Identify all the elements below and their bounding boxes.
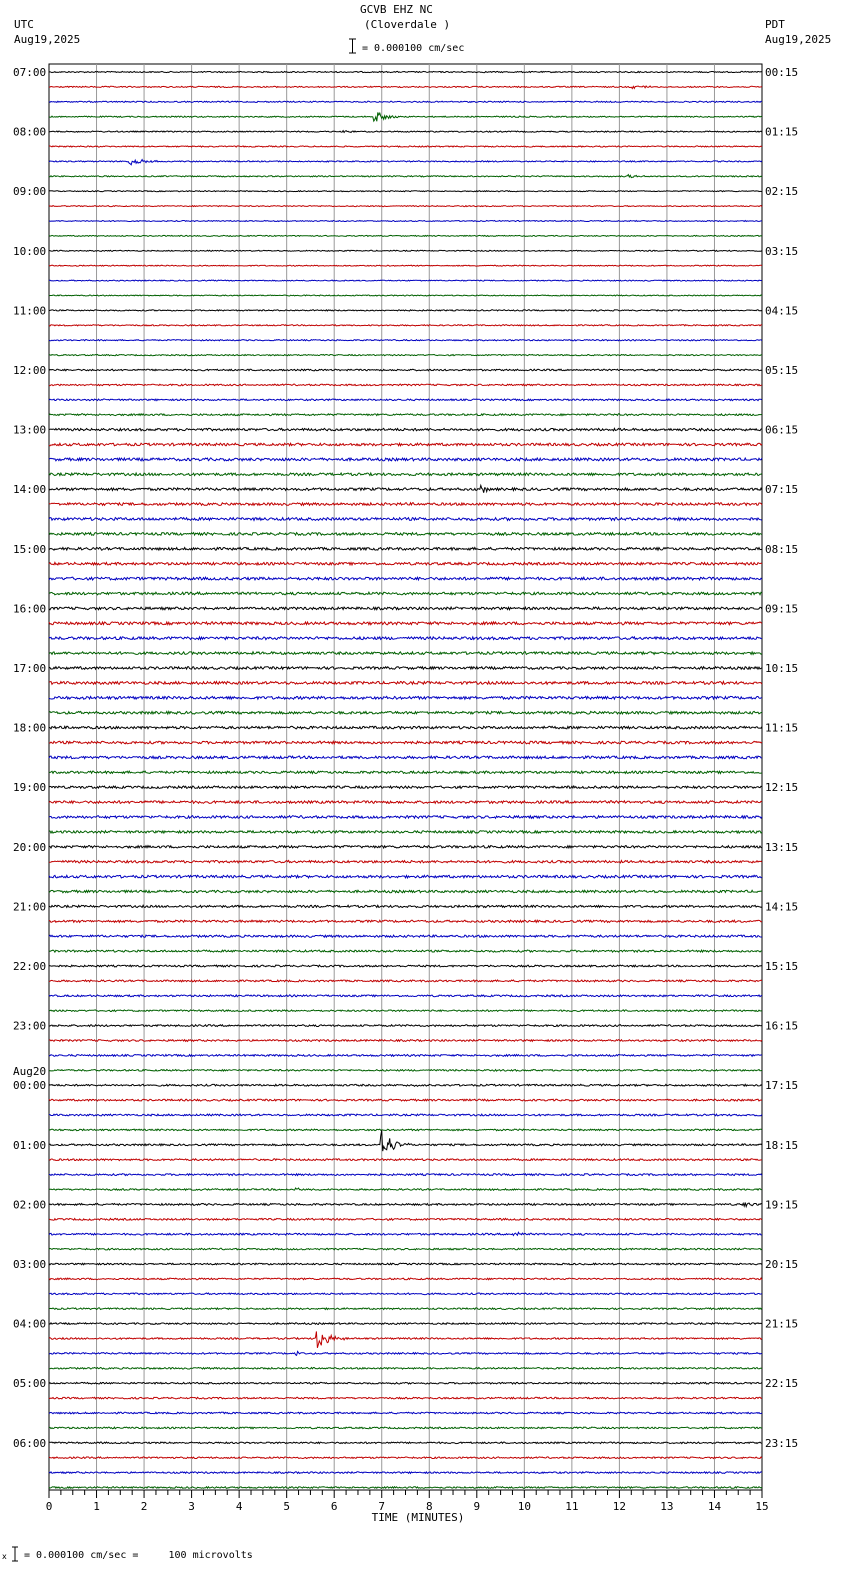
trace-line — [49, 592, 762, 595]
pdt-hour-label: 18:15 — [765, 1138, 799, 1152]
utc-hour-label: 13:00 — [13, 423, 47, 437]
x-tick-label: 0 — [45, 1500, 53, 1513]
pdt-hour-label: 01:15 — [765, 125, 799, 139]
pdt-hour-label: 15:15 — [765, 960, 799, 973]
trace-line — [49, 1472, 762, 1474]
x-tick-label: 11 — [565, 1500, 579, 1513]
trace-line — [49, 518, 762, 521]
x-tick-label: 2 — [140, 1500, 148, 1513]
x-tick-label: 14 — [707, 1500, 722, 1513]
x-tick-label: 13 — [660, 1500, 674, 1513]
trace-line — [49, 1263, 762, 1265]
pdt-hour-label: 09:15 — [765, 602, 799, 616]
station-title: GCVB EHZ NC — [360, 3, 433, 16]
trace-line — [49, 1232, 762, 1235]
pdt-hour-label: 16:15 — [765, 1019, 799, 1033]
trace-line — [49, 1397, 762, 1399]
trace-line — [49, 503, 762, 506]
trace-line — [49, 1331, 762, 1347]
x-tick-label: 10 — [517, 1500, 531, 1513]
trace-line — [49, 1308, 762, 1310]
trace-line — [49, 325, 762, 326]
trace-line — [49, 71, 762, 72]
trace-line — [49, 741, 762, 744]
trace-line — [49, 221, 762, 222]
footer-scale-icon — [2, 1546, 20, 1562]
pdt-hour-label: 21:15 — [765, 1317, 799, 1331]
trace-line — [49, 1248, 762, 1250]
trace-line — [49, 428, 762, 430]
trace-line — [49, 206, 762, 207]
utc-hour-label: 19:00 — [13, 781, 47, 795]
trace-line — [49, 1203, 762, 1207]
trace-line — [49, 310, 762, 311]
x-axis-label: TIME (MINUTES) — [371, 1511, 465, 1524]
trace-line — [49, 816, 762, 819]
footer-scale-label: = 0.000100 cm/sec = 100 microvolts — [24, 1550, 253, 1561]
plot-frame — [49, 64, 762, 1490]
x-tick-label: 3 — [188, 1500, 195, 1513]
trace-line — [49, 384, 762, 386]
trace-line — [49, 831, 762, 833]
pdt-hour-label: 19:15 — [765, 1198, 799, 1212]
utc-hour-label: 02:00 — [13, 1198, 47, 1212]
utc-hour-label: 06:00 — [13, 1436, 47, 1450]
right-timezone: PDT — [765, 18, 785, 31]
utc-hour-label: 17:00 — [13, 662, 47, 675]
pdt-hour-label: 23:15 — [765, 1436, 799, 1450]
trace-line — [49, 280, 762, 281]
trace-line — [49, 1382, 762, 1384]
trace-line — [49, 1174, 762, 1176]
trace-line — [49, 1323, 762, 1325]
trace-line — [49, 86, 762, 89]
trace-line — [49, 1368, 762, 1370]
utc-hour-label: 07:00 — [13, 66, 47, 79]
utc-hour-label: 08:00 — [13, 125, 47, 139]
pdt-hour-label: 03:15 — [765, 244, 799, 258]
trace-line — [49, 146, 762, 147]
trace-line — [49, 1055, 762, 1057]
trace-line — [49, 414, 762, 416]
trace-line — [49, 112, 762, 121]
trace-line — [49, 1070, 762, 1072]
trace-line — [49, 355, 762, 356]
utc-hour-label: 12:00 — [13, 364, 47, 377]
utc-hour-label: 15:00 — [13, 542, 47, 556]
trace-line — [49, 1487, 762, 1489]
trace-line — [49, 1188, 762, 1190]
x-tick-label: 4 — [235, 1500, 243, 1513]
x-tick-label: 7 — [378, 1500, 386, 1513]
utc-hour-label: 20:00 — [13, 840, 47, 854]
trace-line — [49, 726, 762, 729]
trace-line — [49, 607, 762, 610]
trace-line — [49, 443, 762, 446]
utc-hour-label: 16:00 — [13, 602, 47, 616]
pdt-hour-label: 11:15 — [765, 721, 799, 735]
pdt-hour-label: 07:15 — [765, 483, 799, 497]
trace-line — [49, 235, 762, 236]
trace-line — [49, 533, 762, 536]
trace-line — [49, 1129, 762, 1131]
pdt-hour-label: 02:15 — [765, 185, 799, 199]
trace-line — [49, 1114, 762, 1116]
trace-line — [49, 191, 762, 192]
utc-hour-label: 22:00 — [13, 960, 47, 973]
utc-hour-label: 21:00 — [13, 900, 47, 914]
pdt-hour-label: 05:15 — [765, 364, 799, 377]
x-tick-label: 8 — [425, 1500, 433, 1513]
pdt-hour-label: 04:15 — [765, 304, 799, 318]
trace-line — [49, 950, 762, 952]
trace-line — [49, 548, 762, 551]
pdt-hour-label: 00:15 — [765, 66, 799, 79]
utc-hour-label: 00:00 — [13, 1079, 47, 1093]
trace-line — [49, 131, 762, 133]
trace-line — [49, 756, 762, 759]
utc-hour-label: 05:00 — [13, 1377, 47, 1391]
trace-line — [49, 1278, 762, 1280]
x-tick-label: 15 — [755, 1500, 769, 1513]
left-timezone: UTC — [14, 18, 34, 31]
trace-line — [49, 995, 762, 997]
utc-hour-label: 10:00 — [13, 244, 47, 258]
x-tick-label: 12 — [612, 1500, 627, 1513]
trace-line — [49, 637, 762, 640]
x-tick-label: 5 — [283, 1500, 290, 1513]
trace-line — [49, 369, 762, 371]
trace-line — [49, 1010, 762, 1012]
trace-line — [49, 250, 762, 251]
trace-line — [49, 295, 762, 296]
utc-hour-label: 11:00 — [13, 304, 47, 318]
trace-line — [49, 1025, 762, 1027]
utc-hour-label: 14:00 — [13, 483, 47, 497]
station-location: (Cloverdale ) — [364, 18, 451, 31]
scale-label: = 0.000100 cm/sec — [362, 43, 465, 54]
svg-text:x: x — [2, 1552, 7, 1561]
trace-line — [49, 1457, 762, 1459]
pdt-hour-label: 12:15 — [765, 781, 799, 795]
trace-line — [49, 965, 762, 967]
trace-line — [49, 101, 762, 102]
trace-line — [49, 399, 762, 401]
pdt-hour-label: 06:15 — [765, 423, 799, 437]
trace-line — [49, 667, 762, 670]
trace-line — [49, 622, 762, 625]
x-tick-label: 1 — [93, 1500, 100, 1513]
x-tick-label: 9 — [473, 1500, 481, 1513]
trace-line — [49, 875, 762, 878]
trace-line — [49, 920, 762, 922]
trace-line — [49, 846, 762, 848]
trace-line — [49, 890, 762, 892]
trace-line — [49, 458, 762, 461]
trace-line — [49, 1159, 762, 1161]
trace-line — [49, 1351, 762, 1355]
trace-line — [49, 160, 762, 165]
trace-line — [49, 682, 762, 685]
trace-line — [49, 577, 762, 580]
trace-line — [49, 1427, 762, 1429]
pdt-hour-label: 20:15 — [765, 1258, 799, 1271]
right-date: Aug19,2025 — [765, 33, 832, 46]
trace-line — [49, 1218, 762, 1220]
x-tick-label: 6 — [330, 1500, 338, 1513]
trace-line — [49, 485, 762, 492]
utc-hour-label: 23:00 — [13, 1019, 47, 1033]
trace-line — [49, 652, 762, 655]
trace-line — [49, 340, 762, 341]
pdt-hour-label: 17:15 — [765, 1079, 799, 1093]
pdt-hour-label: 08:15 — [765, 542, 799, 556]
utc-hour-label: 01:00 — [13, 1138, 47, 1152]
trace-line — [49, 786, 762, 788]
trace-line — [49, 175, 762, 178]
utc-hour-label: 03:00 — [13, 1258, 47, 1271]
trace-line — [49, 1412, 762, 1414]
date-change-label: Aug20 — [13, 1065, 47, 1079]
trace-line — [49, 696, 762, 699]
trace-line — [49, 473, 762, 476]
trace-line — [49, 711, 762, 714]
trace-line — [49, 980, 762, 982]
pdt-hour-label: 14:15 — [765, 900, 799, 914]
pdt-hour-label: 22:15 — [765, 1377, 799, 1391]
trace-line — [49, 265, 762, 266]
trace-line — [49, 1099, 762, 1101]
trace-line — [49, 562, 762, 565]
pdt-hour-label: 10:15 — [765, 662, 799, 675]
utc-hour-label: 04:00 — [13, 1317, 47, 1331]
utc-hour-label: 09:00 — [13, 185, 47, 199]
trace-line — [49, 1040, 762, 1042]
trace-line — [49, 1442, 762, 1444]
trace-line — [49, 801, 762, 804]
trace-line — [49, 935, 762, 937]
left-date: Aug19,2025 — [14, 33, 81, 46]
trace-line — [49, 1130, 762, 1151]
trace-line — [49, 905, 762, 907]
trace-line — [49, 1084, 762, 1086]
trace-line — [49, 771, 762, 773]
pdt-hour-label: 13:15 — [765, 840, 799, 854]
utc-hour-label: 18:00 — [13, 721, 47, 735]
trace-line — [49, 861, 762, 863]
trace-line — [49, 1293, 762, 1295]
